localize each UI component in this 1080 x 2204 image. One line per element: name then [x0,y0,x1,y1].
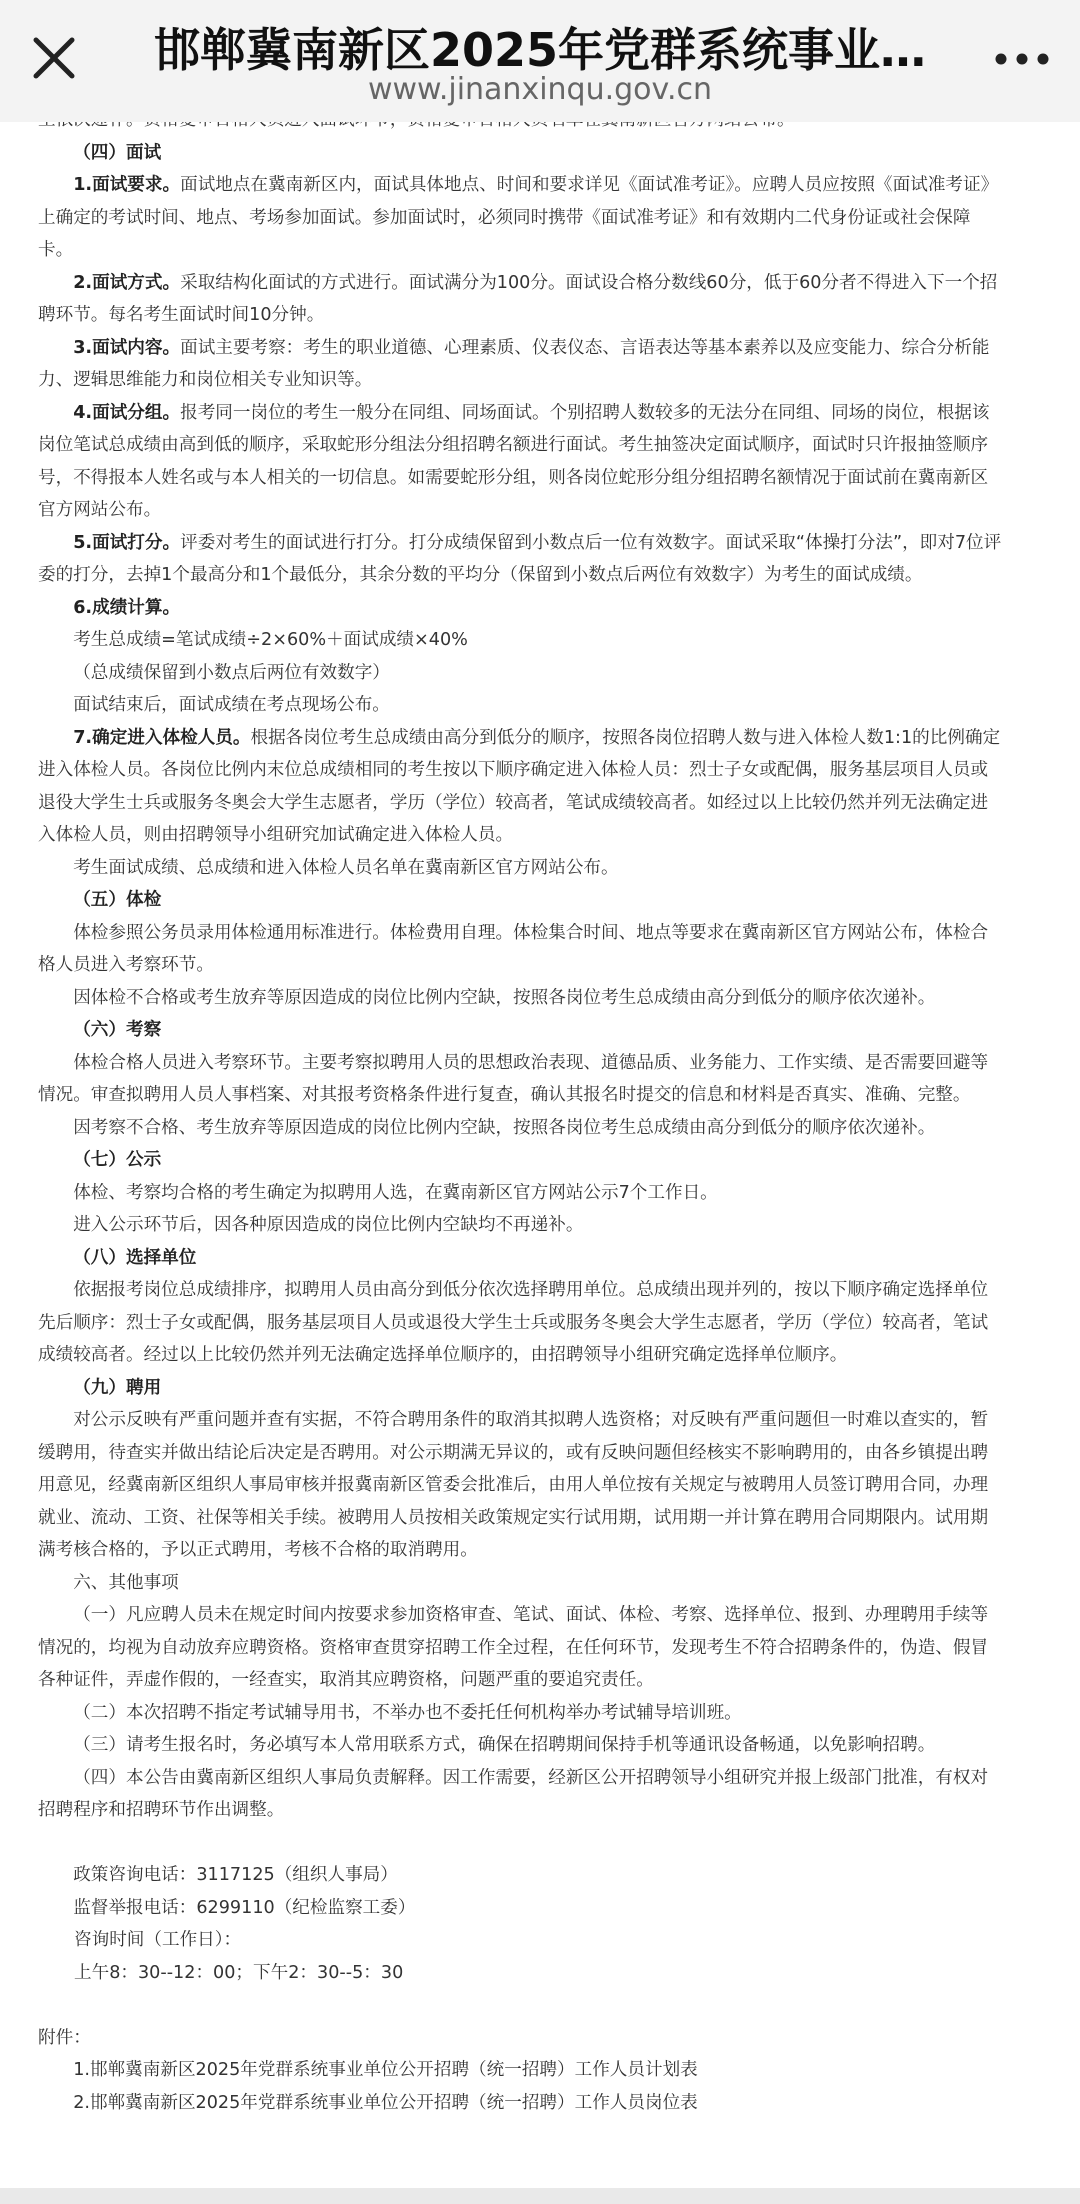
other-item-1: （一）凡应聘人员未在规定时间内按要求参加资格审查、笔试、面试、体检、考察、选择单位、报到、办理聘用手续等情况的，均视为自动放弃应聘资格。资格审查贯穿招聘工作全过程，在任何环节，发现考生不符合招聘条件的，伪造、假冒各种证件，弄虚作假的，一经查实，取消其应聘资格，问题严重的要追究责任。 [38,1605,989,1690]
page-url: www.jinanxinqu.gov.cn [367,72,713,107]
close-icon[interactable] [28,32,80,84]
score-formula: 考生总成绩=笔试成绩÷2×60%＋面试成绩×40% [73,630,468,650]
item-text: 面试地点在冀南新区内，面试具体地点、时间和要求详见《面试准考证》。应聘人员应按照《面试准考证》上确定的考试时间、地点、考场参加面试。参加面试时，必须同时携带《面试准考证》和有效期内二代身份证或社会保障卡。 [38,175,999,260]
inspection-paragraph-2: 因考察不合格、考生放弃等原因造成的岗位比例内空缺，按照各岗位考生总成绩由高分到低分的顺序依次递补。 [73,1117,936,1138]
publicity-paragraph-2: 进入公示环节后，因各种原因造成的岗位比例内空缺均不再递补。 [73,1215,584,1235]
supervision-phone: 监督举报电话：6299110（纪检监察工委） [73,1897,416,1918]
attachment-link-2[interactable]: 2.邯郸冀南新区2025年党群系统事业单位公开招聘（统一招聘）工作人员岗位表 [73,2092,698,2113]
consult-hours: 上午8：30--12：00；下午2：30--5：30 [74,1962,404,1983]
score-formula-note: （总成绩保留到小数点后两位有效数字） [73,662,390,683]
item-lead: 3.面试内容。 [73,337,181,358]
attachments-label: 附件： [38,2027,91,2048]
physical-paragraph-2: 因体检不合格或考生放弃等原因造成的岗位比例内空缺，按照各岗位考生总成绩由高分到低分的顺序依次递补。 [73,987,936,1008]
item-lead: 2.面试方式。 [73,272,181,293]
item-lead: 7.确定进入体检人员。 [73,727,251,748]
item-text: 评委对考生的面试进行打分。打分成绩保留到小数点后一位有效数字。面试采取“体操打分法”，即对7位评委的打分，去掉1个最高分和1个最低分，其余分数的平均分（保留到小数点后两位有效数字）为考生的面试成绩。 [38,532,1002,585]
other-item-4: （四）本公告由冀南新区组织人事局负责解释。因工作需要，经新区公开招聘领导小组研究并报上级部门批准，有权对招聘程序和招聘环节作出调整。 [38,1767,989,1820]
employment-paragraph: 对公示反映有严重问题并查有实据，不符合聘用条件的取消其拟聘人选资格；对反映有严重问题但一时难以查实的，暂缓聘用，待查实并做出结论后决定是否聘用。对公示期满无异议的，或有反映问题但经核实不影响聘用的，由各乡镇提出聘用意见，经冀南新区组织人事局审核并报冀南新区管委会批准后，由用人单位按有关规定与被聘用人员签订聘用合同，办理就业、流动、工资、社保等相关手续。被聘用人员按相关政策规定实行试用期，试用期一并计算在聘用合同期限内。试用期满考核合格的，予以正式聘用，考核不合格的取消聘用。 [38,1410,989,1560]
section-inspection-title: （六）考察 [73,1020,162,1040]
more-options-icon[interactable] [994,52,1050,66]
exam-candidates [38,722,1004,852]
interview-scoring [38,527,1004,592]
physical-paragraph-1: 体检参照公务员录用体检通用标准进行。体检费用自理。体检集合时间、地点等要求在冀南新区官方网站公布，体检合格人员进入考察环节。 [38,922,989,975]
item-lead: 5.面试打分。 [73,532,181,553]
attachment-link-1[interactable]: 1.邯郸冀南新区2025年党群系统事业单位公开招聘（统一招聘）工作人员计划表 [73,2060,698,2080]
item-lead: 6.成绩计算。 [73,597,181,618]
interview-grouping [38,397,1004,527]
bottom-edge [0,2188,1080,2204]
inspection-paragraph-1: 体检合格人员进入考察环节。主要考察拟聘用人员的思想政治表现、道德品质、业务能力、工作实绩、是否需要回避等情况。审查拟聘用人员人事档案、对其报考资格条件进行复查，确认其报名时提交的信息和材料是否真实、准确、完整。 [38,1052,989,1105]
section-other-title: 六、其他事项 [73,1572,179,1593]
item-text: 采取结构化面试的方式进行。面试满分为100分。面试设合格分数线60分，低于60分者不得进入下一个招聘环节。每名考生面试时间10分钟。 [38,272,998,325]
page-title: 邯郸冀南新区2025年党群系统事业… [153,23,927,77]
article-body [38,104,1004,2119]
unit-choice-paragraph: 依据报考岗位总成绩排序，拟聘用人员由高分到低分依次选择聘用单位。总成绩出现并列的，按以下顺序确定选择单位先后顺序：烈士子女或配偶，服务基层项目人员或退役大学生士兵或服务冬奥会大学生志愿者，学历（学位）较高者，笔试成绩较高者。经过以上比较仍然并列无法确定选择单位顺序的，由招聘领导小组研究确定选择单位顺序。 [38,1280,989,1365]
interview-requirement [38,169,1004,267]
item-text: 报考同一岗位的考生一般分在同组、同场面试。个别招聘人数较多的无法分在同组、同场的岗位，根据该岗位笔试总成绩由高到低的顺序，采取蛇形分组法分组招聘名额进行面试。考生抽签决定面试顺序，面试时只许报抽签顺序号，不得报本人姓名或与本人相关的一切信息。如需要蛇形分组，则各岗位蛇形分组分组招聘名额情况于面试前在冀南新区官方网站公布。 [38,402,990,520]
browser-topbar [0,0,1080,122]
other-item-3: （三）请考生报名时，务必填写本人常用联系方式，确保在招聘期间保持手机等通讯设备畅通，以免影响招聘。 [73,1735,936,1755]
section-physical-title: （五）体检 [73,890,162,910]
score-calculation [38,592,1004,625]
publicity-paragraph-1: 体检、考察均合格的考生确定为拟聘用人选，在冀南新区官方网站公示7个工作日。 [73,1182,718,1203]
score-announcement: 面试结束后，面试成绩在考点现场公布。 [73,695,390,715]
item-text: 根据各岗位考生总成绩由高分到低分的顺序，按照各岗位招聘人数与进入体检人数1:1的比例确定进入体检人员。各岗位比例内末位总成绩相同的考生按以下顺序确定进入体检人员：烈士子女或配偶，服务基层项目人员或退役大学生士兵或服务冬奥会大学生志愿者，学历（学位）较高者，笔试成绩较高者。如经过以上比较仍然并列无法确定进入体检人员，则由招聘领导小组研究加试确定进入体检人员。 [38,727,1001,845]
policy-phone: 政策咨询电话：3117125（组织人事局） [73,1865,398,1885]
consult-hours-label: 咨询时间（工作日）： [74,1930,242,1950]
item-lead: 1.面试要求。 [73,175,181,195]
item-lead: 4.面试分组。 [73,402,181,423]
interview-content [38,332,1004,397]
exam-candidates-announcement: 考生面试成绩、总成绩和进入体检人员名单在冀南新区官方网站公布。 [73,857,619,878]
section-employment-title: （九）聘用 [73,1377,162,1398]
section-publicity-title: （七）公示 [73,1150,162,1170]
section-unit-choice-title: （八）选择单位 [73,1247,197,1268]
item-text: 面试主要考察：考生的职业道德、心理素质、仪表仪态、言语表达等基本素养以及应变能力、综合分析能力、逻辑思维能力和岗位相关专业知识等。 [38,337,990,390]
interview-method [38,267,1004,332]
section-interview-title: （四）面试 [73,142,162,163]
other-item-2: （二）本次招聘不指定考试辅导用书，不举办也不委托任何机构举办考试辅导培训班。 [73,1702,742,1723]
